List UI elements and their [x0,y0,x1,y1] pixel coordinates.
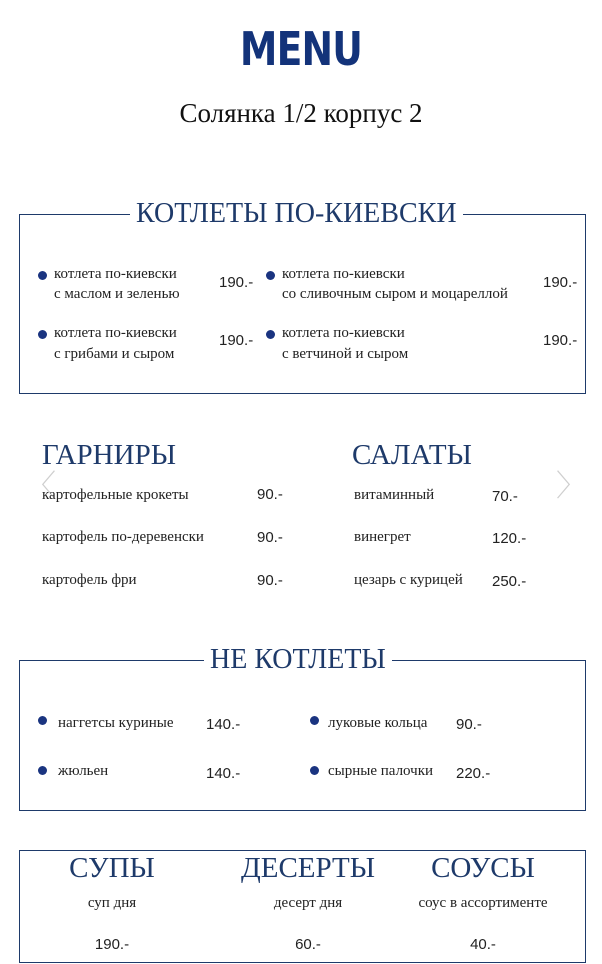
item-description: с грибами и сыром [54,346,175,362]
item-price: 40.- [470,936,496,953]
item-price: 190.- [219,274,254,291]
bullet-icon [310,716,319,725]
kotlety-section-title: КОТЛЕТЫ ПО-КИЕВСКИ [130,198,463,230]
bullet-icon [38,330,47,339]
chevron-right-icon[interactable]: 〉 [556,469,586,504]
item-name: картофель фри [42,572,137,588]
item-name: винегрет [354,529,411,545]
item-price: 250.- [492,573,527,590]
item-price: 190.- [94,936,130,953]
item-name: сырные палочки [328,763,434,779]
garniry-section-title: ГАРНИРЫ [42,439,176,471]
supy-section-title: СУПЫ [69,852,155,884]
item-name: картофель по-деревенски [42,529,204,545]
item-price: 90.- [257,572,283,589]
item-name: картофельные крокеты [42,487,189,503]
item-name: котлета по-киевски [54,325,177,341]
item-name: котлета по-киевски [282,325,405,341]
item-price: 140.- [206,765,241,782]
item-price: 190.- [219,332,254,349]
item-name: наггетсы куриные [58,715,174,731]
deserty-section-title: ДЕСЕРТЫ [240,852,376,884]
item-price: 70.- [492,488,518,505]
bullet-icon [310,766,319,775]
item-name: жюльен [58,763,109,779]
menu-subtitle: Солянка 1/2 корпус 2 [179,98,423,128]
bullet-icon [266,271,275,280]
ne-kotlety-section [19,660,586,811]
item-name: витаминный [354,487,435,503]
item-name: котлета по-киевски [282,266,405,282]
bullet-icon [38,766,47,775]
item-name: луковые кольца [328,715,428,731]
ne-kotlety-section-title: НЕ КОТЛЕТЫ [204,644,392,676]
item-description: с ветчиной и сыром [282,346,409,362]
item-description: со сливочным сыром и моцареллой [282,286,508,302]
item-name: десерт дня [273,895,343,911]
item-name: цезарь с курицей [354,572,463,588]
item-price: 140.- [206,716,241,733]
salaty-section-title: САЛАТЫ [352,439,472,471]
chevron-left-icon[interactable]: 〈 [26,469,56,504]
item-name: котлета по-киевски [54,266,177,282]
bullet-icon [38,716,47,725]
bullet-icon [38,271,47,280]
item-price: 190.- [543,274,578,291]
bullet-icon [266,330,275,339]
item-price: 90.- [257,529,283,546]
item-name: соус в ассортименте [418,895,548,911]
menu-title: MENU [239,22,363,76]
kotlety-section [19,214,586,394]
item-price: 220.- [456,765,491,782]
item-price: 120.- [492,530,527,547]
sousy-section-title: СОУСЫ [431,852,535,884]
item-name: суп дня [87,895,137,911]
item-price: 190.- [543,332,578,349]
item-price: 90.- [456,716,482,733]
item-price: 90.- [257,486,283,503]
item-description: с маслом и зеленью [54,286,180,302]
item-price: 60.- [295,936,321,953]
